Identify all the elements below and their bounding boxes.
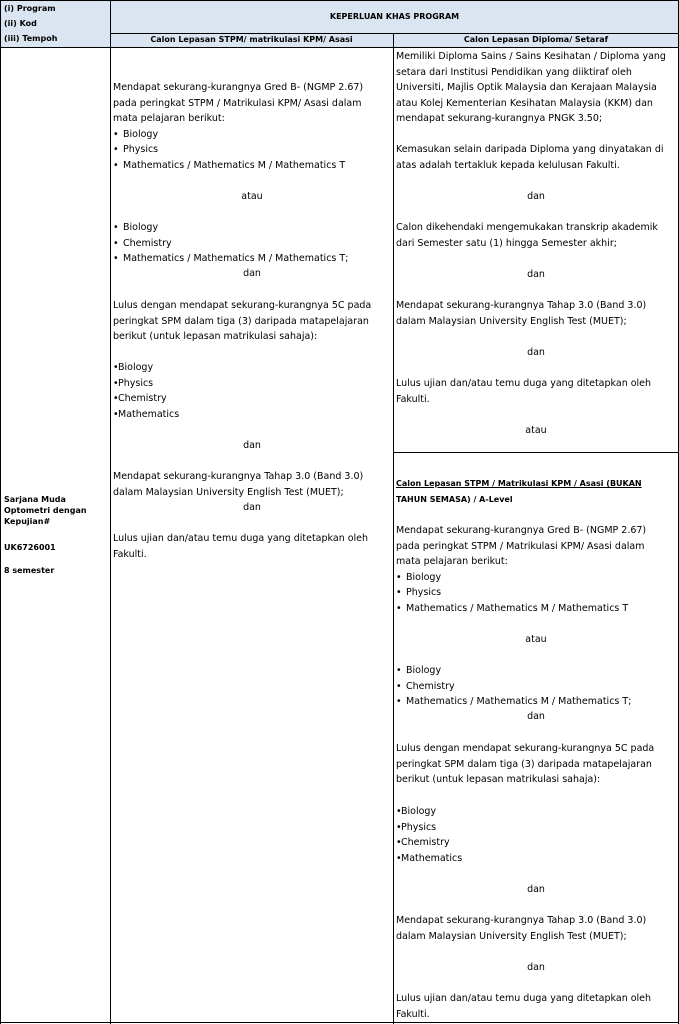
diploma-kemasukan-line: Kemasukan selain daripada Diploma yang dinyatakan di (396, 144, 664, 155)
diploma-dan: dan (527, 191, 545, 202)
header-duration-label: (iii) Tempoh (4, 34, 58, 43)
program-name-line: Kepujian# (4, 517, 51, 526)
program-name-line: Optometri dengan (4, 506, 87, 515)
stpm-muet-line: Mendapat sekurang-kurangnya Tahap 3.0 (Band 3.0) (113, 471, 364, 482)
diploma-transkrip-line: Calon dikehendaki mengemukakan transkrip akademik (396, 222, 658, 233)
lepasan-spm-subject: • Physics (396, 820, 676, 836)
lepasan-spm-line: peringkat SPM dalam tiga (3) daripada matapelajaran (396, 758, 652, 770)
diploma-intro-line: Memiliki Diploma Sains / Sains Kesihatan / Diploma yang (396, 51, 666, 62)
lepasan-spm-line: Lulus dengan mendapat sekurang-kurangnya 5C pada (396, 743, 655, 754)
diploma-transkrip-line: dari Semester satu (1) hingga Semester akhir; (396, 237, 617, 249)
lepasan-ujian-line: Lulus ujian dan/atau temu duga yang ditetapkan oleh (396, 993, 652, 1004)
stpm-spm-subject: • Mathematics (113, 407, 391, 423)
lepasan-intro-line: mata pelajaran berikut: (396, 556, 508, 567)
stpm-intro-line: pada peringkat STPM / Matrikulasi KPM/ Asasi dalam (113, 97, 362, 109)
diploma-muet-line: Mendapat sekurang-kurangnya Tahap 3.0 (Band 3.0) (396, 300, 647, 311)
diploma-muet-line: dalam Malaysian University English Test (MUET); (396, 315, 627, 327)
diploma-atau: atau (525, 425, 547, 436)
lepasan-atau: atau (525, 634, 547, 645)
diploma-dan: dan (527, 347, 545, 358)
diploma-dan: dan (527, 269, 545, 280)
lepasan-intro-line: pada peringkat STPM / Matrikulasi KPM/ Asasi dalam (396, 540, 645, 552)
lepasan-set1-item: • Biology (396, 570, 676, 586)
stpm-ujian-line: Fakulti. (113, 548, 147, 560)
stpm-set2-item: • Chemistry (113, 236, 391, 252)
stpm-atau: atau (241, 191, 263, 202)
lepasan-spm-subject: • Chemistry (396, 835, 676, 851)
diploma-ujian-line: Fakulti. (396, 393, 430, 405)
lepasan-dan: dan (527, 884, 545, 895)
divider-col2 (393, 33, 394, 1024)
stpm-spm-line: peringkat SPM dalam tiga (3) daripada matapelajaran (113, 315, 369, 327)
diploma-kemasukan-line: atas adalah tertakluk kepada kelulusan Fakulti. (396, 159, 620, 171)
divider-header (0, 47, 679, 48)
diploma-intro-line: setara dari Institusi Pendidikan yang diiktiraf oleh (396, 66, 632, 78)
stpm-dan: dan (243, 440, 261, 451)
stpm-dan: dan (243, 502, 261, 513)
program-name-line: Sarjana Muda (4, 495, 66, 504)
border-top (0, 0, 679, 1)
stpm-intro-line: mata pelajaran berikut: (113, 113, 225, 124)
program-duration: 8 semester (4, 566, 55, 575)
diploma-intro-line: atau Kolej Kementerian Kesihatan Malaysia (KKM) dan (396, 97, 653, 109)
border-bottom (0, 1022, 679, 1023)
lepasan-ujian-line: Fakulti. (396, 1008, 430, 1020)
stpm-set1-item: • Biology (113, 127, 391, 143)
lepasan-spm-subject: • Biology (396, 804, 676, 820)
lepasan-muet-line: dalam Malaysian University English Test (MUET); (396, 930, 627, 942)
diploma-intro-line: Universiti, Majlis Optik Malaysia dan Kerajaan Malaysia (396, 82, 657, 93)
diploma-ujian-line: Lulus ujian dan/atau temu duga yang ditetapkan oleh (396, 378, 652, 389)
divider-diploma (393, 452, 679, 453)
header-title: KEPERLUAN KHAS PROGRAM (329, 12, 460, 21)
lepasan-heading: TAHUN SEMASA) / A-Level (396, 494, 513, 504)
border-left (0, 0, 1, 1024)
lepasan-set2-item: • Biology (396, 663, 676, 679)
header-program-label: (i) Program (4, 4, 56, 13)
stpm-ujian-line: Lulus ujian dan/atau temu duga yang ditetapkan oleh (113, 533, 369, 544)
lepasan-intro-line: Mendapat sekurang-kurangnya Gred B- (NGMP 2.67) (396, 525, 647, 536)
stpm-spm-subject: • Chemistry (113, 391, 391, 407)
stpm-set2-item: • Biology (113, 220, 391, 236)
divider-col1 (110, 0, 111, 1024)
stpm-spm-line: berikut (untuk lepasan matrikulasi sahaja): (113, 331, 318, 342)
stpm-dan: dan (243, 268, 261, 279)
header-code-label: (ii) Kod (4, 19, 37, 28)
lepasan-set1-item: • Physics (396, 585, 676, 601)
stpm-muet-line: dalam Malaysian University English Test (MUET); (113, 486, 344, 498)
stpm-set2-item: • Mathematics / Mathematics M / Mathematics T; (113, 251, 391, 267)
stpm-set1-item: • Mathematics / Mathematics M / Mathematics T (113, 158, 391, 174)
lepasan-spm-subject: • Mathematics (396, 851, 676, 867)
lepasan-muet-line: Mendapat sekurang-kurangnya Tahap 3.0 (Band 3.0) (396, 915, 647, 926)
stpm-set1-item: • Physics (113, 142, 391, 158)
lepasan-spm-line: berikut (untuk lepasan matrikulasi sahaja): (396, 774, 601, 785)
lepasan-set2-item: • Chemistry (396, 679, 676, 695)
program-code: UK6726001 (4, 543, 56, 552)
column-heading-diploma: Calon Lepasan Diploma/ Setaraf (463, 35, 609, 44)
column-heading-stpm: Calon Lepasan STPM/ matrikulasi KPM/ Asasi (150, 35, 353, 44)
lepasan-heading: Calon Lepasan STPM / Matrikulasi KPM / Asasi (BUKAN (396, 479, 642, 488)
stpm-spm-subject: • Biology (113, 360, 391, 376)
diploma-intro-line: mendapat sekurang-kurangnya PNGK 3.50; (396, 113, 603, 124)
stpm-spm-line: Lulus dengan mendapat sekurang-kurangnya 5C pada (113, 300, 372, 311)
stpm-intro-line: Mendapat sekurang-kurangnya Gred B- (NGMP 2.67) (113, 82, 364, 93)
lepasan-set1-item: • Mathematics / Mathematics M / Mathematics T (396, 601, 676, 617)
stpm-spm-subject: • Physics (113, 376, 391, 392)
lepasan-dan: dan (527, 962, 545, 973)
lepasan-dan: dan (527, 711, 545, 722)
lepasan-set2-item: • Mathematics / Mathematics M / Mathematics T; (396, 694, 676, 710)
